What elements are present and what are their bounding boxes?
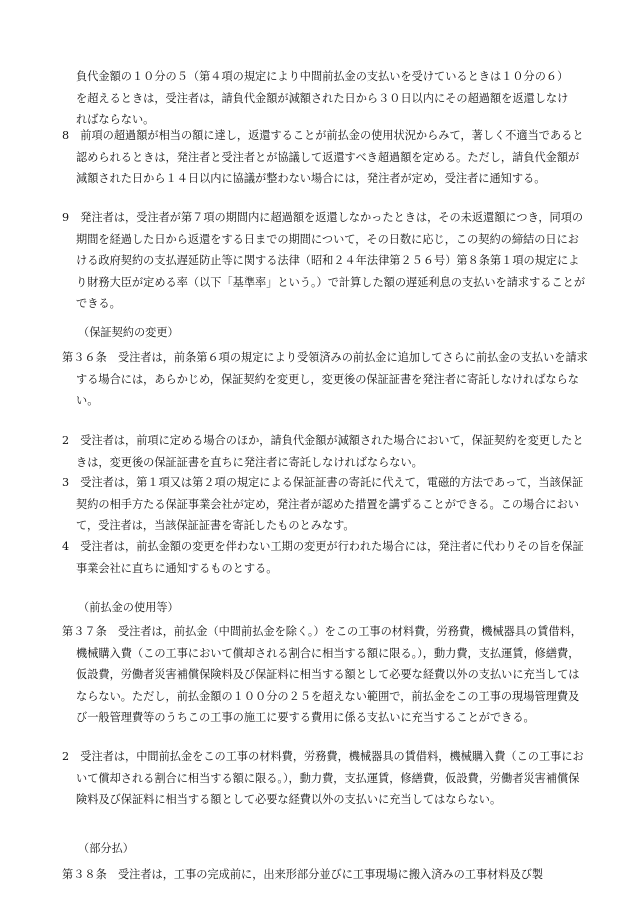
article-36: 第３６条 受注者は，前条第６項の規定により受領済みの前払金に追加してさらに前払金の支払いを請求する場合には，あらかじめ，保証契約を変更し，変更後の保証証書を発注者に寄託しなければならない。 xyxy=(62,351,588,408)
clause-8: 8 前項の超過額が相当の額に達し，返還することが前払金の使用状況からみて，著しく不適当であると認められるときは，発注者と受注者とが協議して返還すべき超過額を定める。ただし，請負代金額が減額された日から１４日以内に協議が整わない場合には，発注者が定め，受注者に通知する。 xyxy=(62,129,584,186)
article-37-clause-2: 2 受注者は，中間前払金をこの工事の材料費，労務費，機械器具の賃借料，機械購入費（この工事において償却される割合に相当する額に限る。），動力費，支払運賃，修繕費，仮設費，労働者災害補償保険料及び保証料に相当する額として必要な経費以外の支払いに充当してはならない。 xyxy=(62,750,584,807)
paragraph-continuation: 負代金額の１０分の５（第４項の規定により中間前払金の支払いを受けているときは１０分の６）を超えるときは，受注者は，請負代金額が減額された日から３０日以内にその超過額を返還しなければならない。 xyxy=(76,70,569,127)
article-36-clause-3: 3 受注者は，第１項又は第２項の規定による保証証書の寄託に代えて，電磁的方法であって，当該保証契約の相手方たる保証事業会社が定め，発注者が認めた措置を講ずることができる。この場合において，受注者は，当該保証証書を寄託したものとみなす。 xyxy=(62,476,584,533)
heading-article-37: （前払金の使用等） xyxy=(78,601,179,614)
heading-article-38: （部分払） xyxy=(78,842,134,855)
article-37: 第３７条 受注者は，前払金（中間前払金を除く。）をこの工事の材料費，労務費，機械器具の賃借料，機械購入費（この工事において償却される割合に相当する額に限る。），動力費，支払運賃，修繕費，仮設費，労働者災害補償保険料及び保証料に相当する額として必要な経費以外の支払いに充当してはならない。ただし，前払金額の１００分の２５を超えない範囲で，前払金をこの工事の現場管理費及び一般管理費等のうちこの工事の施工に要する費用に係る支払いに充当することができる。 xyxy=(62,625,582,725)
article-38: 第３８条 受注者は，工事の完成前に，出来形部分並びに工事現場に搬入済みの工事材料及び製 xyxy=(62,868,544,881)
article-36-clause-2: 2 受注者は，前項に定める場合のほか，請負代金額が減額された場合において，保証契約を変更したときは，変更後の保証証書を直ちに発注者に寄託しなければならない。 xyxy=(62,434,584,469)
heading-article-36: （保証契約の変更） xyxy=(78,326,179,339)
clause-9: 9 発注者は，受注者が第７項の期間内に超過額を返還しなかったときは，その未返還額につき，同項の期間を経過した日から返還をする日までの期間について，その日数に応じ，この契約の締結の日における政府契約の支払遅延防止等に関する法律（昭和２４年法律第２５６号）第８条第１項の規定により財務大臣が定める率（以下「基準率」という。）で計算した額の遅延利息の支払いを請求することができる。 xyxy=(62,211,586,311)
article-36-clause-4: 4 受注者は，前払金額の変更を伴わない工期の変更が行われた場合には，発注者に代わりその旨を保証事業会社に直ちに通知するものとする。 xyxy=(62,540,584,575)
